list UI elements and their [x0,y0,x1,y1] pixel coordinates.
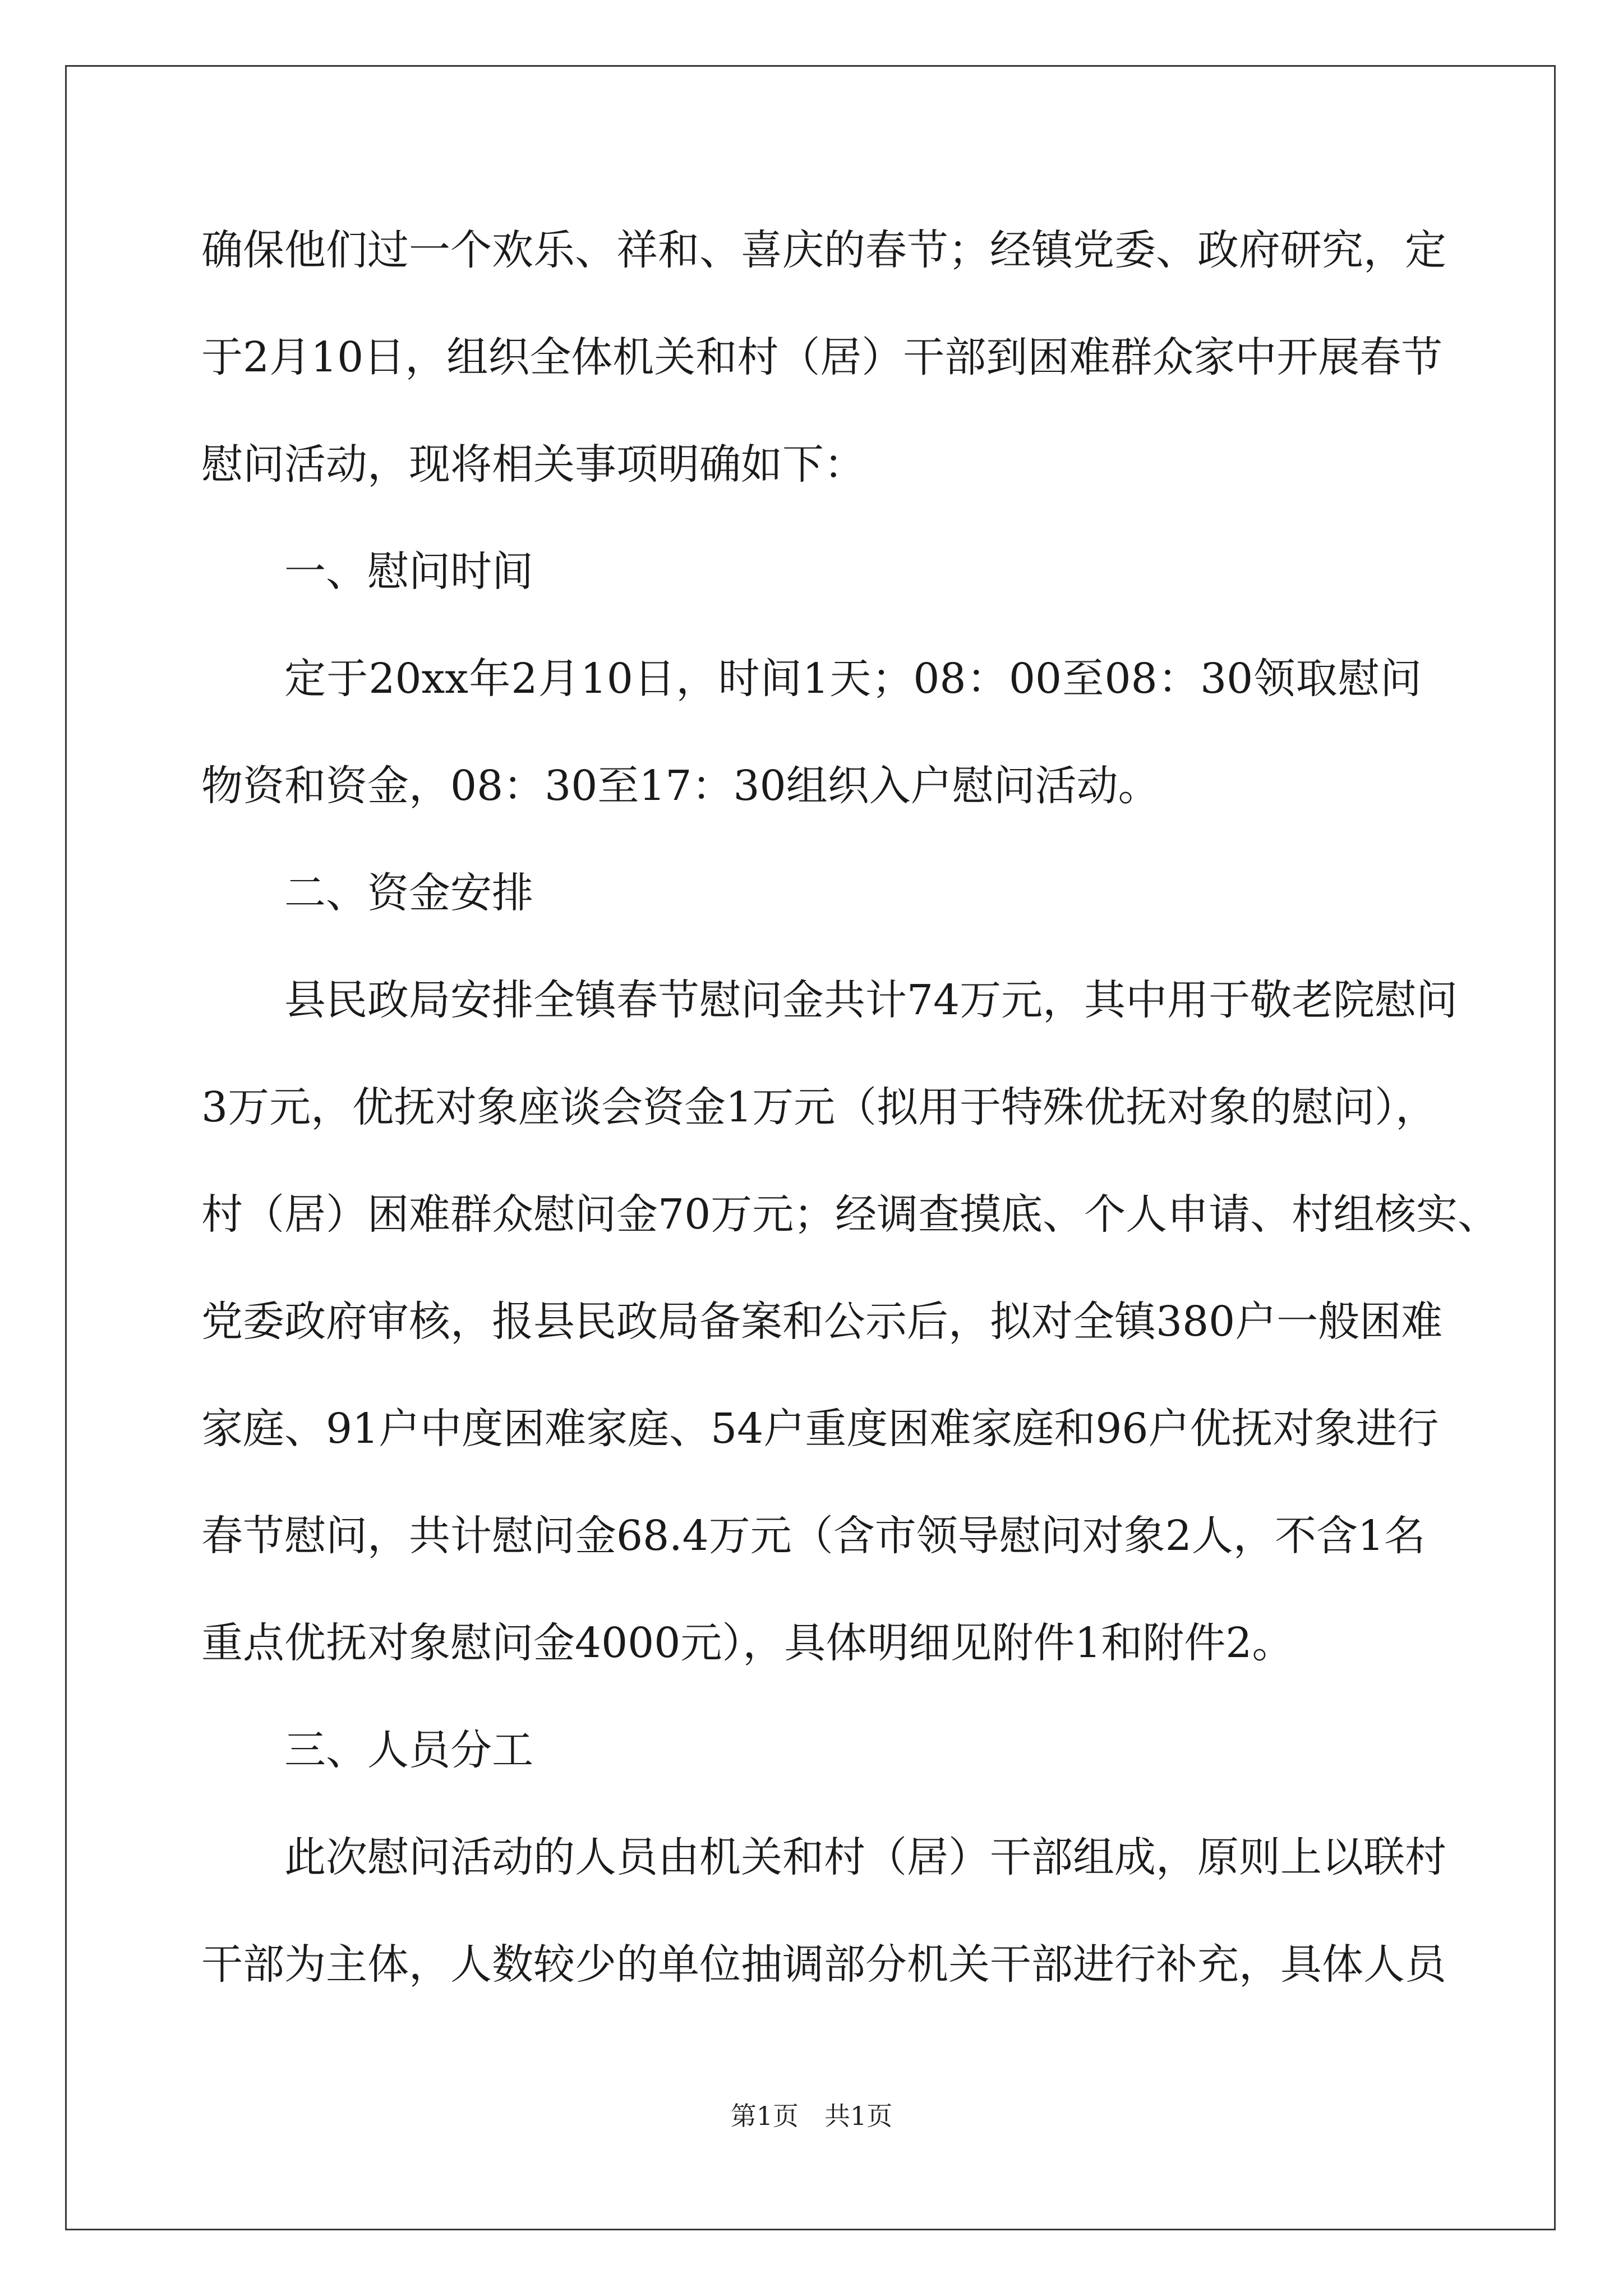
text-line: 慰问活动，现将相关事项明确如下： [201,440,865,489]
text-line: 重点优抚对象慰问金4000元），具体明细见附件1和附件2。 [201,1619,1294,1667]
section-heading: 一、慰问时间 [284,547,533,596]
text-line: 于2月10日，组织全体机关和村（居）干部到困难群众家中开展春节 [201,333,1443,381]
text-line: 干部为主体，人数较少的单位抽调部分机关干部进行补充，具体人员 [201,1940,1446,1989]
document-body [201,217,1500,2038]
text-line: 3万元，优抚对象座谈会资金1万元（拟用于特殊优抚对象的慰问）， [201,1083,1437,1131]
text-line: 县民政局安排全镇春节慰问金共计74万元，其中用于敬老院慰问 [284,976,1458,1024]
text-line: 定于20xx年2月10日，时间1天；08：00至08：30领取慰问 [284,655,1422,703]
text-line: 村（居）困难群众慰问金70万元；经调查摸底、个人申请、村组核实、 [201,1190,1500,1239]
text-line: 确保他们过一个欢乐、祥和、喜庆的春节；经镇党委、政府研究，定 [201,226,1446,274]
text-line: 家庭、91户中度困难家庭、54户重度困难家庭和96户优抚对象进行 [201,1405,1439,1453]
text-line: 此次慰问活动的人员由机关和村（居）干部组成，原则上以联村 [284,1833,1446,1881]
text-line: 物资和资金，08：30至17：30组织入户慰问活动。 [201,762,1160,810]
page-number-footer: 第1页 共1页 [730,2101,893,2131]
section-heading: 二、资金安排 [284,869,533,917]
text-line: 春节慰问，共计慰问金68.4万元（含市领导慰问对象2人，不含1名 [201,1512,1426,1560]
section-heading: 三、人员分工 [284,1726,533,1774]
text-line: 党委政府审核，报县民政局备案和公示后，拟对全镇380户一般困难 [201,1297,1443,1346]
